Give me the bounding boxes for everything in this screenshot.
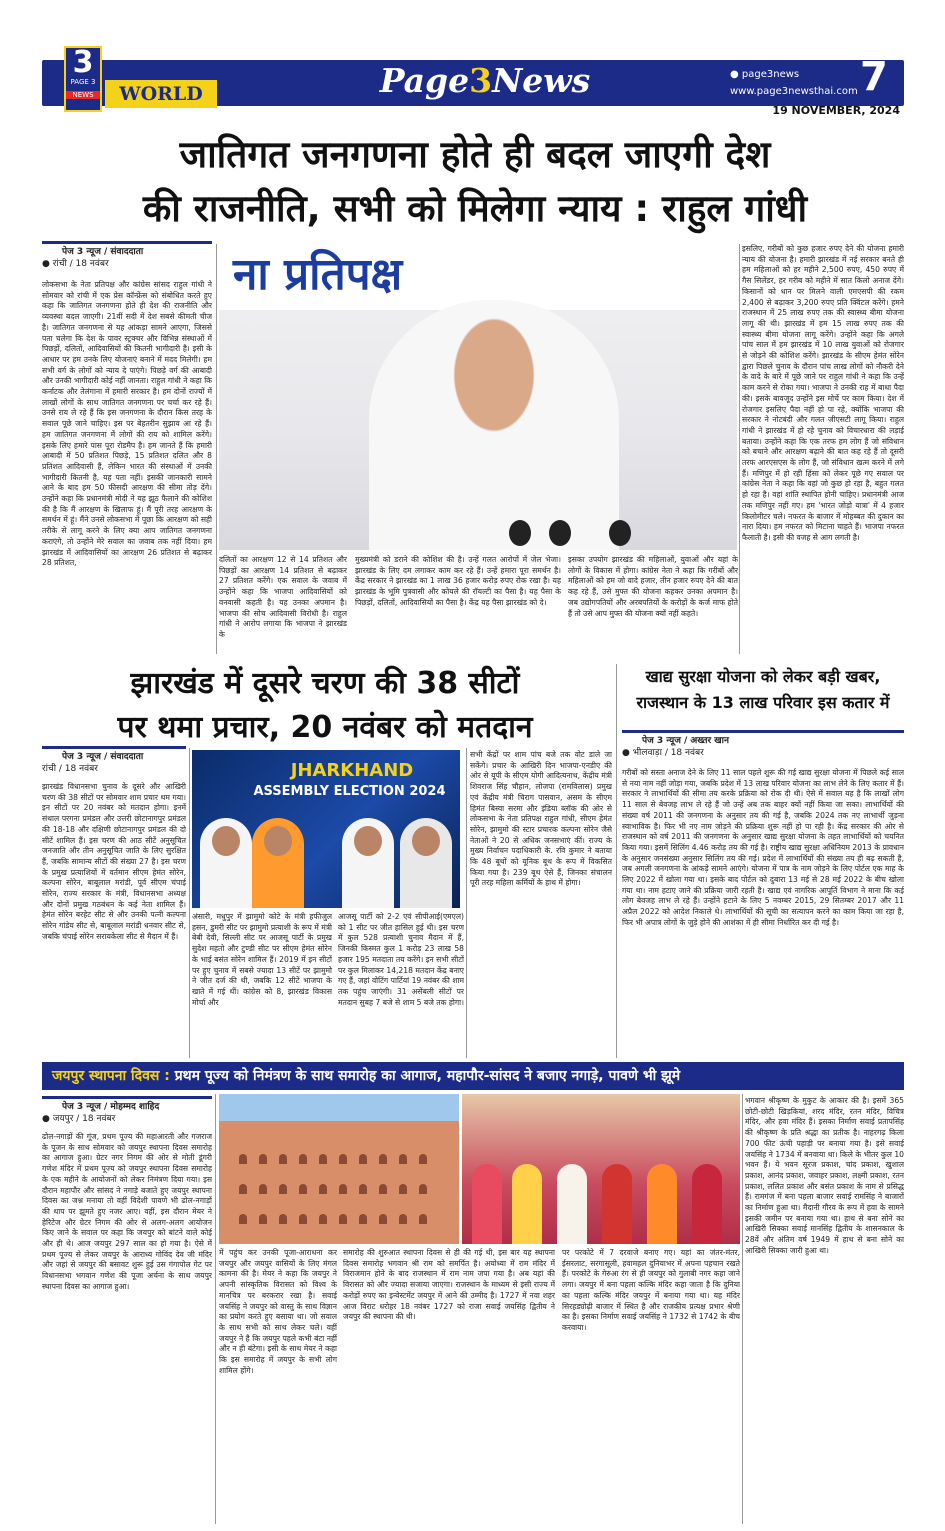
story1-byline xyxy=(42,241,212,269)
column-divider xyxy=(616,664,617,1058)
site-url[interactable]: www.page3newsthai.com xyxy=(730,86,858,97)
site-short: ● page3news xyxy=(730,69,800,80)
story4-headline-band xyxy=(42,1062,904,1090)
paper-name-num: 3 xyxy=(469,61,493,100)
person-figure xyxy=(512,1164,542,1244)
leader-portrait xyxy=(252,818,304,908)
story1-headline-line1: जातिगत जनगणना होते ही बदल जाएगी देश xyxy=(179,133,771,176)
story1-column-3: मुख्यमंत्री को डराने की कोशिश की है। उन्हें गलत आरोपों में जेल भेजा। झारखंड के लिए दम लगाकर काम कर रहे हैं। उन्हें हमारा पूरा समर्थन है। केंद्र सरकार ने झारखंड का 1 लाख 36 हजार करोड़ रुपए रोक रखा है। यह झारखंड के भूमि पुत्रवासी और कोयले की रॉयल्टी का पैसा है। यह पैसा के पिछड़ों, दलितों, आदिवासियों का पैसा है। केंद्र यह पैसा झारखंड को दे। xyxy=(355,555,561,607)
story4-column-5: भगवान श्रीकृष्ण के मुकुट के आकार की है। इसमें 365 छोटी-छोटी खिड़कियां, शरद मंदिर, रतन मंदिर, विचित्र मंदिर, और हवा मंदिर हैं। इसका निर्माण सवाई प्रतापसिंह की श्रीकृष्ण के प्रति श्रद्धा का प्रतीक है। नाहरगढ़ किला 700 फीट ऊंची पहाड़ी पर बनाया गया है। इसे सवाई जयसिंह ने 1734 में बनवाया था। किले के भीतर कुल 10 भवन हैं। ये भवन सूरज प्रकाश, चांद प्रकाश, खुशाल प्रकाश, आनंद प्रकाश, जवाहर प्रकाश, लक्ष्मी प्रकाश, रतन प्रकाश, ललित प्रकाश और बसंत प्रकाश के नाम से प्रसिद्ध हैं। रामगंज में बना पहला बाजार सवाई रामसिंह ने बाजारों का निर्माण हुआ था। मैदानी गौरव के रूप में हवा के सामने इसकी जमीन पर बनाया गया था। हाथ से बना सोने का आखिरी सिक्का सवाई मानसिंह द्वितीय के शासनकाल के 28वें और अंतिम वर्ष 1949 में हाथ से बना सोने का आखिरी सिक्का जारी हुआ था। xyxy=(745,1096,904,1255)
story4-column-3: समारोह की शुरुआत स्थापना दिवस से ही की गई थी, इस बार यह स्थापना दिवस समारोह भगवान श्री राम को समर्पित है। अयोध्या में राम मंदिर में विराजमान होने के बाद राजस्थान में राम नाम जपा गया है। अब यहां की विरासत को और ज्यादा सजाया जाएगा। राजस्थान के माध्यम से इसी राज्य में करोड़ों रुपए का इन्वेस्टमेंट जयपुर में आने की उम्मीद है। 1727 में नवा शहर आज विराट धरोहर 18 नवंबर 1727 को राजा सवाई जयसिंह द्वितीय ने जयपुर की स्थापना की थी। xyxy=(343,1248,555,1322)
column-divider xyxy=(742,1094,743,1524)
story1-column-2: दलितों का आरक्षण 12 से 14 प्रतिशत और पिछड़ों का आरक्षण 14 प्रतिशत से बढ़ाकर 27 प्रतिशत करेंगे। एक सवाल के जवाब में उन्होंने कहा कि भाजपा आदिवासियों को वनवासी कहती है। यह उनका अपमान है। भाजपा की सोच आदिवासी विरोधी है। राहुल गांधी ने आरोप लगाया कि भाजपा ने झारखंड के xyxy=(219,555,347,639)
celebration-photo xyxy=(462,1094,740,1244)
logo-number: 3 xyxy=(72,46,94,80)
story4-dateline: ● जयपुर / 18 नवंबर xyxy=(42,1114,116,1124)
person-figure xyxy=(557,1164,587,1244)
person-figure xyxy=(647,1164,677,1244)
story3-dateline: ● भीलवाड़ा / 18 नवंबर xyxy=(622,748,704,758)
column-divider xyxy=(466,748,467,1058)
story2-headline-line2: पर थमा प्रचार, 20 नवंबर को मतदान xyxy=(117,710,533,745)
story1-photo xyxy=(219,240,737,550)
story2-dateline: रांची / 18 नवंबर xyxy=(42,764,98,774)
story2-column-2: अंसारी, मधुपुर में झामुमो कोटे के मंत्री हफीजुल हसन, डुमरी सीट पर झामुमो प्रत्याशी के रूप में मंत्री बेबी देवी, सिल्ली सीट पर आजसू पार्टी के प्रमुख सुदेश महतो और टुण्डी सीट पर सीएम हेमंत सोरेन के भाई बसंत सोरेन शामिल हैं। 2019 में इन सीटों पर हुए चुनाव में सबसे ज्यादा 13 सीटें पर झामुमो ने जीत दर्ज की थी, जबकि 12 सीटें भाजपा के खाते में गई थीं। कांग्रेस को 8, झारखंड विकास मोर्चा और xyxy=(192,912,332,1007)
story1-headline xyxy=(40,128,910,238)
story3-headline-line1: खाद्य सुरक्षा योजना को लेकर बड़ी खबर, xyxy=(645,667,881,686)
story2-agency: पेज 3 न्यूज / संवाददाता xyxy=(62,752,144,762)
person-figure xyxy=(602,1164,632,1244)
column-divider xyxy=(216,244,217,654)
site-info xyxy=(730,66,860,102)
story2-headline xyxy=(40,662,610,752)
column-divider xyxy=(189,748,190,1058)
page-number: 7 xyxy=(860,54,888,100)
story2-byline xyxy=(42,746,186,774)
story1-agency: पेज 3 न्यूज / संवाददाता xyxy=(62,247,144,257)
story2-headline-line1: झारखंड में दूसरे चरण की 38 सीटों xyxy=(130,666,520,701)
photo-banner-text: ना प्रतिपक्ष xyxy=(233,249,403,300)
story4-column-1: ढोल-नगाड़ों की गूंज, प्रथम पूज्य की महाआरती और गजराज के पूजन के साथ सोमवार को जयपुर स्थापना दिवस समारोह का आगाज हुआ। ग्रेटर नगर निगम की ओर से मोती डूंगरी गणेश मंदिर में प्रथम पूज्य को जयपुर स्थापना दिवस समारोह के एक महीने के आयोजनों को लेकर निमंत्रण दिया गया। इस दौरान महापौर और सांसद ने नगाड़े बजाते हुए जयपुर स्थापना दिवस का जश्न मनाया तो वहीं विदेशी पावणे भी ढोल-नगाड़ों की थाप पर झूमते हुए नजर आए। वहीं, इस दौरान मेयर ने हेरिटेज और ग्रेटर निगम की ओर से अलग-अलग आयोजन किए जाने के सवाल पर कहा कि जयपुर को बांटने वाले कोई और ही थे। आज जयपुर 297 साल का हो गया है। ऐसे में प्रथम पूज्य से लेकर जयपुर के आराध्य गोविंद देव जी मंदिर और जहां से जयपुर की बसावट शुरू हुई उस गंगापोल गेट पर विधानसभा भगवान गणेश की पूजा अर्चना के साथ जयपुर स्थापना दिवस का आगाज हुआ। xyxy=(42,1132,212,1291)
issue-date: 19 NOVEMBER, 2024 xyxy=(772,104,900,117)
story1-column-1: लोकसभा के नेता प्रतिपक्ष और कांग्रेस सांसद राहुल गांधी ने सोमवार को रांची में एक प्रेस कॉन्फ्रेंस को संबोधित करते हुए कहा कि जातिगत जनगणना होते ही देश की राजनीति और व्यवस्था बदल जाएगी। 21वीं सदी में देश सबसे कीमती चीज है। जातिगत जनगणना से यह आंकड़ा सामने आएगा, जिससे पता चलेगा कि देश के पावर स्ट्रक्चर और विभिन्न संस्थाओं में पिछड़ों, दलितों, आदिवासियों की कितनी भागीदारी है। इसी के आधार पर हम उनके लिए योजनाएं बनाने में मदद मिलेगी। हम सभी वर्ग के लोगों को न्याय दे पाएंगे। पिछड़े वर्ग की आबादी और उनकी भागीदारी कोई नहीं जानता। राहुल गांधी ने कहा कि कर्नाटक और तेलंगाना में हमारी सरकार है। हम दोनों राज्यों में लाखों लोगों के साथ जातिगत जनगणना पर चर्चा कर रहे हैं। उनसे राय ले रहे हैं कि इस जनगणना के दौरान किस तरह के सवाल पूछे जाने चाहिए। इस पर बेहतरीन सुझाव आ रहे हैं। हम जातिगत जनगणना में लोगों की राय को शामिल करेंगे। इसके लिए हमारे पास पूरा रोडमैप है। हम जानते हैं कि हमारी आबादी में 50 प्रतिशत पिछड़े, 15 प्रतिशत दलित और 8 प्रतिशत आदिवासी हैं, लेकिन भारत की संस्थाओं में उनकी भागीदारी कितनी है, यह पता नहीं। इसकी जानकारी सामने आने के बाद हम 50 फीसदी आरक्षण की सीमा तोड़ देंगे। उन्होंने कहा कि प्रधानमंत्री मोदी ने यह झूठ फैलाने की कोशिश की है कि मैं आरक्षण के खिलाफ हूं। मैं पूरी तरह आरक्षण के समर्थन में हूं। मैंने उनसे लोकसभा में पूछा कि आरक्षण को सही तरीके से लागू करने के लिए क्या आप जातिगत जनगणना कराएंगे, तो उन्होंने मेरे सवाल का जवाब तक नहीं दिया। हम झारखंड में आदिवासियों का आरक्षण 26 प्रतिशत से बढ़ाकर 28 प्रतिशत, xyxy=(42,280,212,568)
story2-column-3: आजसू पार्टी को 2-2 एवं सीपीआई(एमएल) को 1 सीट पर जीत हासिल हुई थी। इस चरण में कुल 528 प्रत्याशी चुनाव मैदान में हैं, जिनकी किस्मत कुल 1 करोड़ 23 लाख 58 हजार 195 मतदाता तय करेंगे। इन सभी सीटों पर कुल मिलाकर 14,218 मतदान केंद्र बनाए गए हैं, जहां वोटिंग पार्टियां 19 नवंबर की शाम तक पहुंच जाएंगी। 31 असेंबली सीटों पर मतदान सुबह 7 बजे से शाम 5 बजे तक होगा। xyxy=(338,912,464,1007)
story3-byline xyxy=(622,730,904,758)
page3-logo[interactable] xyxy=(64,46,102,112)
jharkhand-title: JHARKHAND xyxy=(290,760,414,781)
jharkhand-subtitle: ASSEMBLY ELECTION 2024 xyxy=(253,784,446,799)
column-divider xyxy=(739,244,740,654)
story3-headline-line2: राजस्थान के 13 लाख परिवार इस कतार में xyxy=(636,693,890,712)
paper-name-pre: Page xyxy=(379,61,470,100)
speaker-figure xyxy=(369,300,619,550)
story1-column-5: इसलिए, गरीबों को कुछ हजार रुपए देने की योजना हमारी न्याय की योजना है। हमारी झारखंड में नई सरकार बनते ही हम महिलाओं को हर महीने 2,500 रुपए, 450 रुपए में गैस सिलेंडर, हर गरीब को महीने में सात किलो अनाज देंगे। किसानों को धान पर मिलने वाली एमएसपी की रकम 2,400 से बढ़ाकर 3,200 रुपए प्रति क्विंटल करेंगे। हमने राजस्थान में 25 लाख रुपए तक की स्वास्थ्य बीमा योजना लागू की थी। झारखंड में हम 15 लाख रुपए तक की स्वास्थ्य बीमा योजना लागू करेंगे। उन्होंने कहा कि अगले पांच साल में हम झारखंड में 10 लाख युवाओं को रोजगार से जोड़ने की कोशिश करेंगे। झारखंड के सीएम हेमंत सोरेन द्वारा पिछले चुनाव के दौरान पांच लाख लोगों को नौकरी देने के वादे के बारे में पूछे जाने पर राहुल गांधी ने कहा कि उन्हें काम करने से रोका गया। भाजपा ने उनकी राह में बाधा पैदा की। इसके बावजूद उन्होंने इस मोर्चे पर काम किया। देश में रोजगार इसलिए पैदा नहीं हो पा रहे, क्योंकि भाजपा की सरकार ने नोटबंदी और गलत जीएसटी लागू किया। राहुल गांधी ने झारखंड में हो रहे चुनाव को विचारधारा की लड़ाई बताया। उन्होंने कहा कि एक तरफ हम लोग हैं जो संविधान को बचाने और आरक्षण बढ़ाने की बात कह रहे हैं तो दूसरी तरफ आरएसएस के लोग हैं, जो संविधान खत्म करने में लगे हैं। मणिपुर में हो रही हिंसा को लेकर पूछे गए सवाल पर कांग्रेस नेता ने कहा कि वहां जो कुछ हो रहा है, बहुत गलत हो रहा है। वहां शांति स्थापित होनी चाहिए। प्रधानमंत्री आज तक मणिपुर नहीं गए। हम 'भारत जोड़ो यात्रा' में 4 हजार किलोमीटर चले। नफरत के बाजार में मोहब्बत की दुकान का नारा दिया। हम नफरत को मिटाना चाहते हैं। भाजपा नफरत फैलाती है। इसी की वजह से आग लगती है। xyxy=(742,244,904,542)
microphone-icon xyxy=(609,520,631,546)
leader-portrait xyxy=(400,818,452,908)
person-figure xyxy=(692,1164,722,1244)
section-label: WORLD xyxy=(105,80,217,108)
paper-name[interactable] xyxy=(370,56,600,106)
story3-headline xyxy=(622,664,904,724)
story4-column-2: में पहुंच कर उनकी पूजा-आराधना कर जयपुर और जयपुर वासियों के लिए मंगल कामना की है। मेयर ने कहा कि जयपुर ने अपनी सांस्कृतिक विरासत को विश्व के मानचित्र पर बरकरार रखा है। सवाई जयसिंह ने जयपुर को वास्तु के साथ विज्ञान का प्रयोग करते हुए बसाया था। जो सवाल के साथ सभी को साथ लेकर चले। वहीं जयपुर ने है कि जयपुर पहले कभी बंटा नहीं और न ही बंटेगा। इसी के साथ मेयर ने कहा कि इस समारोह में जयपुर के सभी लोग शामिल होंगे। xyxy=(219,1248,337,1375)
logo-news-text: NEWS xyxy=(66,91,100,99)
story4-column-4: पर परकोटे में 7 दरवाजे बनाए गए। यहां का जंतर-मंतर, ईसरलाट, सरगासूली, हवामहल दुनियाभर में अपना पहचान रखते हैं। परकोटे के गेरुआ रंग से ही जयपुर को गुलाबी नगर कहा जाने लगा। जयपुर में बना पहला कल्कि मंदिर कहा जाता है कि दुनिया का पहला कल्कि मंदिर जयपुर में बनाया गया था। यह मंदिर सिरहड्योढ़ी बाजार में स्थित है और राजकीय प्रत्यक्ष प्रभार श्रेणी का है। इसका निर्माण सवाई जयसिंह ने 1732 से 1742 के बीच करवाया। xyxy=(562,1248,740,1332)
story3-agency: पेज 3 न्यूज / अख्तर खान xyxy=(642,736,729,746)
story2-column-4: सभी केंद्रों पर शाम पांच बजे तक वोट डाले जा सकेंगे। प्रचार के आखिरी दिन भाजपा-एनडीए की ओर से यूपी के सीएम योगी आदित्यनाथ, केंद्रीय मंत्री शिवराज सिंह चौहान, लोजपा (रामविलास) प्रमुख एवं केंद्रीय मंत्री चिराग पासवान, असम के सीएम हिमंत बिस्वा सरमा और इंडिया ब्लॉक की ओर से लोकसभा के नेता प्रतिपक्ष राहुल गांधी, सीएम हेमंत सोरेन, झामुमो की स्टार प्रचारक कल्पना सोरेन जैसे नेताओं ने 20 से अधिक जनसभाएं कीं। राज्य के मुख्य निर्वाचन पदाधिकारी के. रवि कुमार ने बताया कि 48 बूथों को यूनिक बूथ के रूप में विकसित किया गया है। 239 बूथ ऐसे हैं, जिनका संचालन पूरी तरह महिला कर्मियों के हाथ में होगा। xyxy=(470,750,612,888)
story4-agency: पेज 3 न्यूज / मोहम्मद शाहिद xyxy=(62,1102,160,1112)
leader-portrait xyxy=(200,818,252,908)
story4-band-text: प्रथम पूज्य को निमंत्रण के साथ समारोह का आगाज, महापौर-सांसद ने बजाए नगाड़े, पावणे भी झूमे xyxy=(174,1068,681,1084)
story4-byline xyxy=(42,1096,212,1124)
microphone-icon xyxy=(549,520,571,546)
person-figure xyxy=(472,1164,502,1244)
story3-body: गरीबों को सस्ता अनाज देने के लिए 11 साल पहले शुरू की गई खाद्य सुरक्षा योजना में पिछले कई साल से नया नाम नहीं जोड़ा गया, जबकि प्रदेश में 13 लाख परिवार योजना का लाभ लेने के लिए कतार में हैं। सरकार ने लाभार्थियों की सीमा तय करके प्रक्रिया को रोक दी थी। ऐसे में सवाल यह है कि लाखों लोग 11 साल से बेवजह लाभ ले रहे हैं जो उन्हें अब तक बाहर क्यों नहीं किया जा सका। लाभार्थियों की संख्या वर्ष 2011 की जनगणना के अनुसार तय की गई है, जबकि 2024 तक नए लाभार्थी जुड़ना स्वाभाविक है। फिर भी नए नाम जोड़ने की प्रक्रिया शुरू नहीं हो पा रही है। केंद्र सरकार की ओर से राजस्थान को वर्ष 2011 की जनगणना के अनुसार खाद्य सुरक्षा योजना के तहत लाभार्थियों को चयनित किया गया। इसमें सिलिंग 4.46 करोड़ तय की गई है। राष्ट्रीय खाद्य सुरक्षा अधिनियम 2013 के प्रावधान के अनुसार जनसंख्या अनुसार सिलिंग तय की गई। प्रदेश में लाभार्थियों की संख्या तय ही बढ़ सकती है, जब अगली जनगणना के आंकड़े सामने आएंगे। योजना में पात्र के नाम जोड़ने के लिए पोर्टल एक माह के लिए 2022 में खोला गया था। इसके बाद पोर्टल को दुबारा 13 मई से 28 मई 2022 के बीच खोला गया था। नाम हटाए जाने की प्रक्रिया जारी रहती है। खाद्य एवं नागरिक आपूर्ति विभाग ने माना कि कई लोग बेवजह लाभ ले रहे हैं। उन्होंने हटाने के लिए 5 नवम्बर 2015, 29 सितम्बर 2017 और 11 अप्रैल 2022 को आदेश निकाले थे। लाभार्थियों की सूची का सत्यापन करने का काम किया जा रहा है, फिर भी अपात्र लोगों के जुड़े होने की आशंका में ही सीमा निर्धारित कर दी गई है। xyxy=(622,768,904,927)
microphone-icon xyxy=(509,520,531,546)
paper-name-post: News xyxy=(492,61,591,100)
jharkhand-election-graphic xyxy=(192,750,460,908)
story4-band-highlight: जयपुर स्थापना दिवस : xyxy=(52,1068,170,1084)
story2-column-1: झारखंड विधानसभा चुनाव के दूसरे और आखिरी चरण की 38 सीटों पर सोमवार शाम प्रचार थम गया। इन सीटों पर 20 नवंबर को मतदान होगा। इनमें संथाल परगना प्रमंडल और उत्तरी छोटानागपुर प्रमंडल की 18-18 और दक्षिणी छोटानागपुर प्रमंडल की दो सीटें शामिल हैं। इस चरण की आठ सीटें अनुसूचित जनजाति और तीन अनुसूचित जाति के लिए सुरक्षित हैं, जबकि सामान्य सीटों की संख्या 27 है। इस चरण के प्रमुख प्रत्याशियों में वर्तमान सीएम हेमंत सोरेन, कल्पना सोरेन, बाबूलाल मरांडी, पूर्व सीएम चंपाई सोरेन, राज्य सरकार के मंत्री, विधानसभा अध्यक्ष और दोनों प्रमुख गठबंधन के कई नेता शामिल हैं। हेमंत सोरेन बरहेट सीट से और उनकी पत्नी कल्पना सोरेन गांडेय सीट से, बाबूलाल मरांडी धनवार सीट से, जबकि चंपाई सोरेन सरायकेला सीट से मैदान में हैं। xyxy=(42,782,186,941)
leader-portrait xyxy=(342,818,394,908)
story1-dateline: ● रांची / 18 नवंबर xyxy=(42,259,109,269)
column-divider xyxy=(215,1094,216,1524)
hawa-mahal-photo xyxy=(219,1094,459,1244)
story1-column-4: इसका उपयोग झारखंड की महिलाओं, युवाओं और यहां के लोगों के विकास में होगा। कांग्रेस नेता ने कहा कि गरीबों और महिलाओं को हम जो वादे हजार, तीन हजार रुपए देने की बात कह रहे हैं, उसे मुफ्त की योजना कहकर उनका अपमान है। जब उद्योगपतियों और अरबपतियों के करोड़ों के कर्ज माफ होते हैं तो उसे आप मुफ्त की योजना क्यों नहीं कहते। xyxy=(568,555,738,618)
story1-headline-line2: की राजनीति, सभी को मिलेगा न्याय : राहुल गांधी xyxy=(142,187,808,230)
logo-page-text: PAGE 3 xyxy=(70,78,96,86)
